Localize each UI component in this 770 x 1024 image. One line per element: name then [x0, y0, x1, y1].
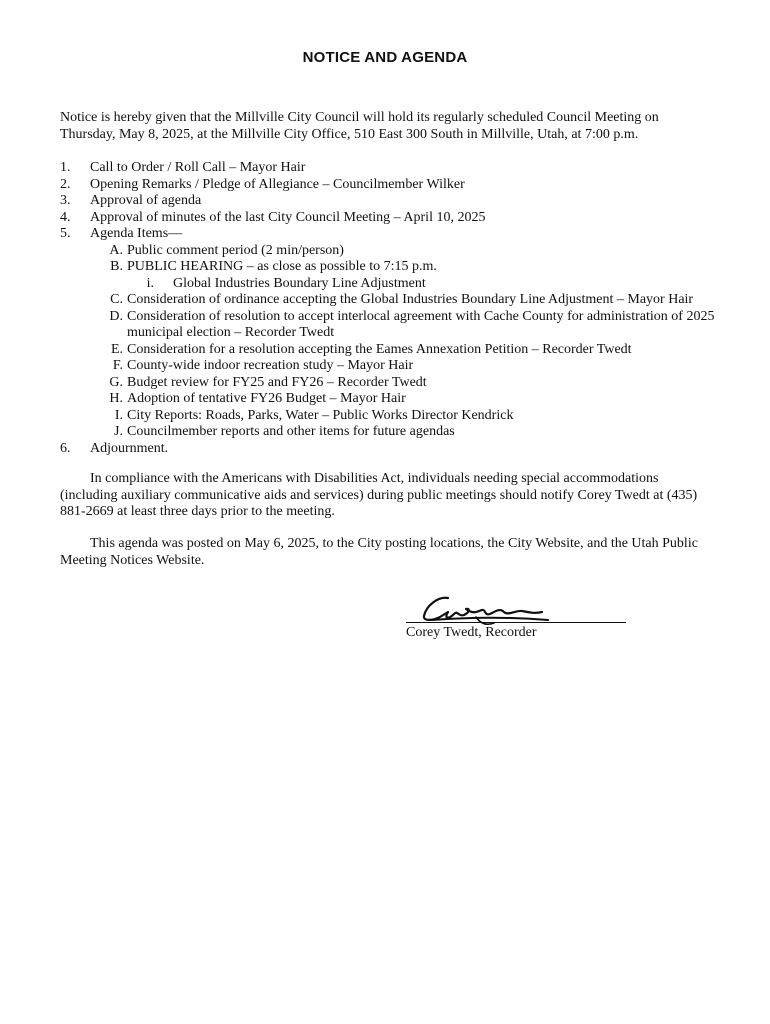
sub-item-text: Consideration of ordinance accepting the Global Industries Boundary Line Adjustment – Mayor Hair — [127, 292, 694, 307]
posting-paragraph: This agenda was posted on May 6, 2025, to the City posting locations, the City Website, and the Utah Public Meeting Notices Website. — [60, 536, 698, 568]
sub-item-text: PUBLIC HEARING – as close as possible to 7:15 p.m. — [127, 259, 437, 274]
agenda-item-number: 3. — [60, 193, 71, 208]
sub-item-letter: I. — [114, 407, 123, 423]
agenda-sub-item — [60, 243, 720, 260]
sub-item-text: Adoption of tentative FY26 Budget – Mayor Hair — [127, 391, 406, 406]
agenda-item-text: Call to Order / Roll Call – Mayor Hair — [90, 160, 306, 175]
agenda-item-text: Approval of agenda — [90, 193, 202, 208]
sub-item-letter: G. — [109, 374, 123, 390]
agenda-item-number: 4. — [60, 209, 71, 225]
sub-item-letter: C. — [110, 292, 123, 307]
sub-item-text: Budget review for FY25 and FY26 – Recorder Twedt — [127, 374, 427, 390]
sub-item-letter: D. — [109, 308, 123, 324]
sub-item-text: Consideration of resolution to accept interlocal agreement with Cache County for administration of 2025 municipal election – Recorder Twedt — [127, 308, 715, 340]
signature-name: Corey Twedt, Recorder — [406, 625, 537, 640]
agenda-sub-item — [60, 342, 720, 359]
sub-item-letter: A. — [109, 242, 123, 258]
signature-line — [406, 622, 626, 623]
agenda-item-number: 1. — [60, 160, 71, 175]
sub-item-text: Public comment period (2 min/person) — [127, 242, 344, 258]
agenda-item — [60, 441, 720, 458]
sub-sub-item-number: i. — [146, 275, 154, 291]
agenda-list — [60, 160, 720, 457]
sub-item-text: City Reports: Roads, Parks, Water – Public Works Director Kendrick — [127, 407, 514, 423]
agenda-sub-sub-item — [60, 276, 720, 293]
sub-item-letter: F. — [112, 358, 123, 373]
agenda-item-text: Adjournment. — [90, 440, 169, 456]
intro-paragraph: Notice is hereby given that the Millville City Council will hold its regularly scheduled Council Meeting on Thursday, May 8, 2025, at the Millville City Office, 510 East 300 South in Millville, Utah, at 7:00 p.m. — [60, 110, 659, 142]
sub-item-text: Councilmember reports and other items for future agendas — [127, 424, 455, 439]
agenda-item-number: 6. — [60, 440, 71, 456]
agenda-sub-item — [60, 259, 720, 276]
agenda-item — [60, 160, 720, 177]
agenda-item-text: Agenda Items— — [90, 226, 183, 241]
agenda-item-number: 5. — [60, 226, 71, 241]
agenda-sub-item — [60, 309, 720, 342]
ada-paragraph: In compliance with the Americans with Disabilities Act, individuals needing special accommodations (including auxiliary communicative aids and services) during public meetings should notify Corey Twedt at (435) 881-2669 at least three days prior to the meeting. — [60, 471, 698, 519]
agenda-sub-item — [60, 408, 720, 425]
sub-item-letter: J. — [114, 424, 123, 439]
sub-item-text: County-wide indoor recreation study – Mayor Hair — [127, 358, 414, 373]
sub-sub-item-text: Global Industries Boundary Line Adjustment — [173, 275, 426, 291]
sub-item-letter: B. — [110, 259, 123, 274]
agenda-sub-item — [60, 292, 720, 309]
agenda-item-number: 2. — [60, 176, 71, 192]
agenda-sub-item — [60, 375, 720, 392]
handwritten-signature — [418, 590, 558, 630]
agenda-sub-item — [60, 391, 720, 408]
agenda-item — [60, 193, 720, 210]
agenda-item — [60, 177, 720, 194]
signature-block — [406, 590, 628, 650]
agenda-sub-item — [60, 424, 720, 441]
agenda-item-text: Approval of minutes of the last City Council Meeting – April 10, 2025 — [90, 209, 486, 225]
sub-item-text: Consideration for a resolution accepting the Eames Annexation Petition – Recorder Twedt — [127, 341, 632, 357]
document-title: NOTICE AND AGENDA — [302, 49, 468, 66]
agenda-item-text: Opening Remarks / Pledge of Allegiance – Councilmember Wilker — [90, 176, 465, 192]
agenda-item — [60, 226, 720, 243]
sub-item-letter: E. — [110, 341, 123, 357]
agenda-item — [60, 210, 720, 227]
sub-item-letter: H. — [109, 391, 123, 406]
agenda-sub-item — [60, 358, 720, 375]
